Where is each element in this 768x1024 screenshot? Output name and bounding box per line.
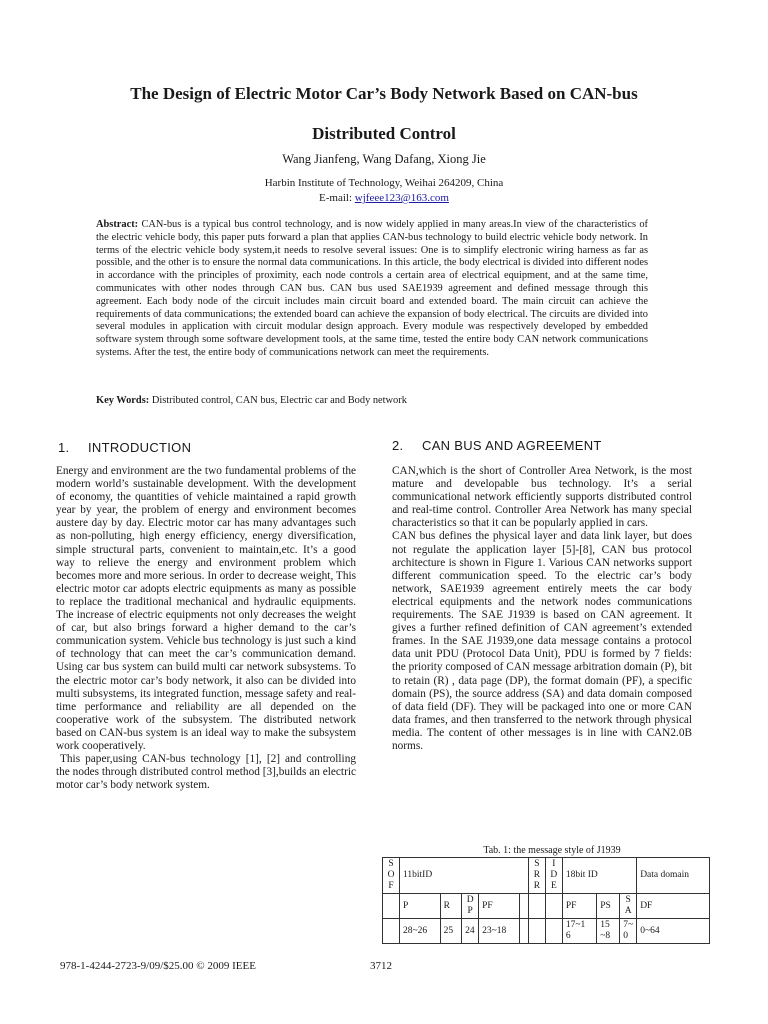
cell-ps: PS	[597, 894, 620, 919]
cell-empty	[519, 919, 528, 944]
section1-number: 1.	[58, 440, 70, 455]
table-row	[383, 858, 710, 894]
affiliation: Harbin Institute of Technology, Weihai 264209, China	[264, 177, 504, 189]
paper-title-line1: The Design of Electric Motor Car’s Body Network Based on CAN-bus	[130, 84, 638, 103]
cell-ide: I D E	[545, 858, 562, 894]
cell-11bit-id: 11bitID	[400, 858, 529, 894]
section2-title: CAN BUS AND AGREEMENT	[422, 438, 602, 453]
cell-df-bits: 0~64	[637, 919, 710, 944]
cell-empty	[528, 894, 545, 919]
cell-pf2: PF	[562, 894, 596, 919]
cell-ps-bits: 15 ~8	[597, 919, 620, 944]
section1-heading	[58, 440, 191, 455]
can-paragraph-2: CAN bus defines the physical layer and data link layer, but does not regulate the application layer [5]-[8], CAN bus protocol architecture is shown in Figure 1. Various CAN networks support different communication speed. To the electric car’s body network, SAE1939 agreement entirely meets the car body electrical equipments and the network nodes communications requirements. The SAE J1939 is based on CAN agreement. It gives a further refined definition of CAN agreement’s extended frames. In the SAE J1939,one data message contains a protocol data unit PDU (Protocol Data Unit), PDU is formed by 7 fields: the priority composed of CAN message arbitration domain (P), bit to retain (R) , data page (DP), the format domain (PF), a specific domain (PS), the source address (SA) and data domain composed of data field (DF). They will be packaged into one or more CAN data frames, and then transferred to the network through physical media. The content of other messages is in line with CAN2.0B norms.	[392, 530, 692, 752]
cell-pf-bits: 23~18	[479, 919, 520, 944]
keywords-label: Key Words:	[96, 395, 150, 406]
cell-r-bits: 25	[440, 919, 462, 944]
email-label: E-mail:	[319, 192, 355, 204]
abstract-label: Abstract:	[96, 219, 139, 230]
cell-empty	[545, 919, 562, 944]
paper-title-line2: Distributed Control	[312, 124, 456, 143]
cell-r: R	[440, 894, 462, 919]
cell-df: DF	[637, 894, 710, 919]
cell-empty	[383, 919, 400, 944]
keywords-text: Distributed control, CAN bus, Electric car and Body network	[149, 395, 407, 406]
cell-dp: D P	[462, 894, 479, 919]
copyright-footer: 978-1-4244-2723-9/09/$25.00 © 2009 IEEE	[60, 960, 256, 972]
section2-number: 2.	[392, 438, 404, 453]
right-column	[392, 465, 692, 753]
cell-sa-bits: 7~ 0	[620, 919, 637, 944]
cell-18bit-id: 18bit ID	[562, 858, 636, 894]
cell-sof: S O F	[383, 858, 400, 894]
cell-empty	[528, 919, 545, 944]
intro-paragraph-2: This paper,using CAN-bus technology [1], [2] and controlling the nodes through distributed control method [3],builds an electric motor car’s body network system.	[56, 753, 356, 792]
email-link[interactable]: wjfeee123@163.com	[354, 192, 449, 204]
cell-p-bits: 28~26	[400, 919, 441, 944]
cell-empty	[383, 894, 400, 919]
abstract	[96, 219, 648, 360]
table-row	[383, 894, 710, 919]
j1939-message-table	[382, 857, 710, 944]
cell-srr: S R R	[528, 858, 545, 894]
keywords	[96, 395, 648, 406]
cell-empty	[545, 894, 562, 919]
cell-pf: PF	[479, 894, 520, 919]
cell-pf2-bits: 17~1 6	[562, 919, 596, 944]
cell-sa: S A	[620, 894, 637, 919]
cell-data-domain: Data domain	[637, 858, 710, 894]
abstract-text: CAN-bus is a typical bus control technology, and is now widely applied in many areas.In view of the characteristics of the electric vehicle body, this paper puts forward a plan that applies CAN-bus technology to build electric vehicle body network. In terms of the electric vehicle body system,it needs to resolve several issues: One is to simplify electronic wiring harness as far as possible, and the other is to ensure the normal data communications. In this article, the body electrical is divided into different nodes in accordance with the principles of proximity, each node controls a certain area of electrical equipment, and at the same time, communicates with other nodes through CAN bus. CAN bus used SAE1939 agreement and defined message through this agreement. Each body node of the circuit includes main circuit board and extended board. The main circuit can achieve the requirements of data communications; the extended board can achieve the expansion of body electrical. The circuits are divided into several modules in application with circuit modular design approach. Every module was respectively developed by embedded software system through some software development tools, at the same time, tested the entire body CAN network communications systems. After the test, the entire body of communications network can meet the requirements.	[96, 219, 648, 358]
left-column	[56, 465, 356, 792]
cell-dp-bits: 24	[462, 919, 479, 944]
authors: Wang Jianfeng, Wang Dafang, Xiong Jie	[282, 152, 486, 166]
email-line	[40, 192, 728, 204]
cell-empty	[519, 894, 528, 919]
page-number: 3712	[370, 960, 392, 972]
table-row	[383, 919, 710, 944]
intro-paragraph-1: Energy and environment are the two fundamental problems of the modern world’s sustainable development. With the development of economy, the quantities of vehicle maintained a rapid growth year by year, the problem of energy and environment becomes austere day by day. Electric motor car has many advantages such as non-polluting, high energy efficiency, energy diversification, simple structural parts, convenient to maintain,etc. It’s a good way to relieve the energy and environment problem which becomes more and more serious. In order to decrease weight, This electric motor car adopts electric equipments as many as possible to replace the traditional mechanical and hydraulic equipments. The increase of electric equipments not only decreases the weight of car, but also brings forward a higher demand to the car’s communication system. Vehicle bus technology is just such a kind of technology that can meet the car’s communication demand. Using car bus system can build multi car network subsystems. To the electric motor car’s body network, it also can be divided into multi subsystems, its integrated function, message safety and real-time performance and reliability are all depended on the cooperative work of the subsystem. The distributed network based on CAN-bus system is an ideal way to make the subsystem work cooperatively.	[56, 465, 356, 752]
section2-heading	[392, 438, 602, 453]
table-caption: Tab. 1: the message style of J1939	[483, 845, 621, 856]
cell-p: P	[400, 894, 441, 919]
section1-title: INTRODUCTION	[88, 440, 192, 455]
can-paragraph-1: CAN,which is the short of Controller Area Network, is the most mature and developable bus technology. It’s a serial communicational network efficiently supports distributed control and real-time control. Controller Area Network has many special characteristics so that it can be popularly applied in cars.	[392, 465, 692, 530]
